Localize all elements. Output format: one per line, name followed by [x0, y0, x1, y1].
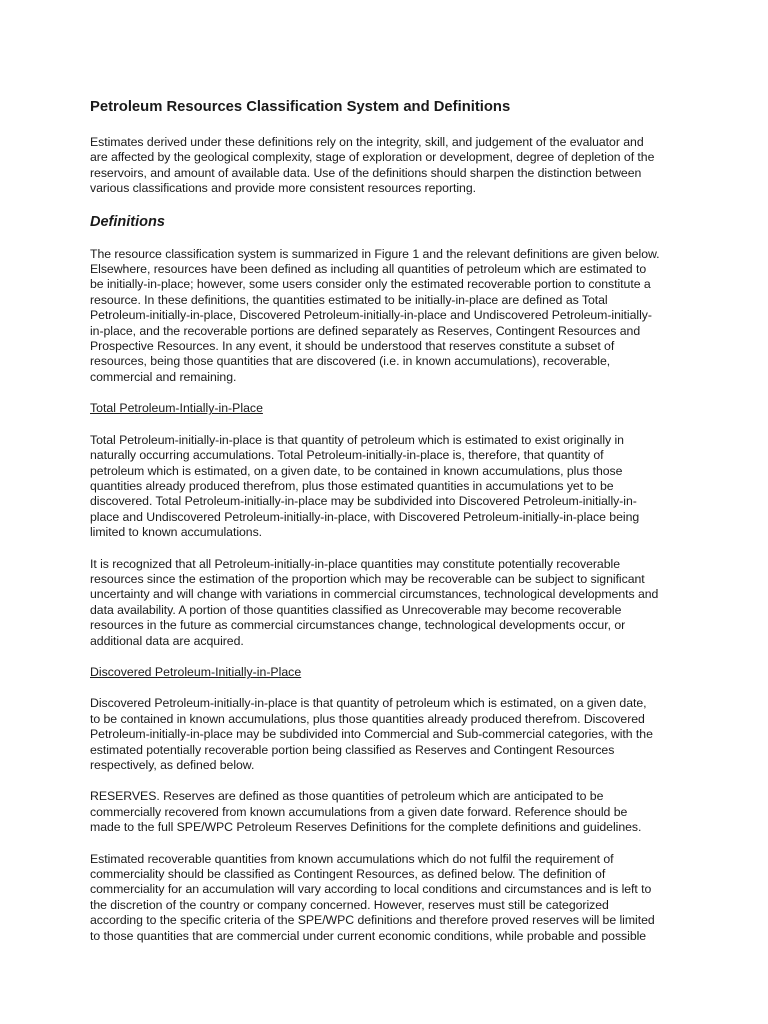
text-line: are affected by the geological complexity, stage of exploration or development, degree of depletion of the [90, 150, 655, 165]
text-line: Prospective Resources. In any event, it should be understood that reserves constitute a subset of [90, 339, 615, 354]
text-line: commercially recovered from known accumulations from a given date forward. Reference should be [90, 804, 628, 819]
text-line: petroleum which is estimated, on a given date, to be contained in known accumulations, plus those [90, 463, 623, 478]
text-line: resource. In these definitions, the quantities estimated to be initially-in-place are defined as Total [90, 292, 608, 307]
text-line: Total Petroleum-initially-in-place is that quantity of petroleum which is estimated to exist originally in [90, 432, 624, 447]
text-line: be initially-in-place; however, some users consider only the estimated recoverable portion to constitute a [90, 277, 651, 292]
text-line: to be contained in known accumulations, plus those quantities already produced therefrom. Discovered [90, 711, 645, 726]
text-line: commerciality should be classified as Contingent Resources, as defined below. The definition of [90, 867, 606, 882]
text-line: Elsewhere, resources have been defined as including all quantities of petroleum which are estimated to [90, 262, 647, 277]
text-line: resources in the future as commercial circumstances change, technological developments occur, or [90, 618, 626, 633]
text-line: commercial and remaining. [90, 369, 237, 384]
text-line: Petroleum-initially-in-place may be subdivided into Commercial and Sub-commercial categories, with the [90, 727, 653, 742]
text-line: Petroleum-initially-in-place, Discovered Petroleum-initially-in-place and Undiscovered Petroleum-initially- [90, 308, 652, 323]
text-line: in-place, and the recoverable portions are defined separately as Reserves, Contingent Resources and [90, 323, 641, 338]
discovered-petroleum-paragraph [90, 696, 682, 773]
text-line: various classifications and provide more consistent resources reporting. [90, 181, 476, 196]
text-line: respectively, as defined below. [90, 758, 255, 772]
text-line: additional data are acquired. [90, 633, 244, 648]
definitions-paragraph [90, 247, 682, 386]
total-petroleum-subheading: Total Petroleum-Intially-in-Place [90, 401, 263, 416]
discovered-petroleum-subheading: Discovered Petroleum-Initially-in-Place [90, 664, 302, 679]
text-line: Estimates derived under these definitions rely on the integrity, skill, and judgement of the evaluator and [90, 135, 644, 149]
document-content [90, 98, 682, 960]
text-line: estimated potentially recoverable portion being classified as Reserves and Contingent Resources [90, 742, 615, 757]
text-line: It is recognized that all Petroleum-initially-in-place quantities may constitute potentially recoverable [90, 556, 620, 571]
text-line: made to the full SPE/WPC Petroleum Reserves Definitions for the complete definitions and guidelines. [90, 820, 642, 835]
total-petroleum-paragraph-2 [90, 557, 682, 649]
estimated-recoverable-paragraph [90, 852, 682, 944]
text-line: quantities already produced therefrom, plus those estimated quantities in accumulations yet to be [90, 478, 614, 493]
text-line: The resource classification system is summarized in Figure 1 and the relevant definitions are given below. [90, 246, 660, 261]
text-line: place and Undiscovered Petroleum-initially-in-place, with Discovered Petroleum-initially-in-place being [90, 509, 640, 524]
definitions-heading: Definitions [90, 213, 165, 230]
text-line: the discretion of the country or company concerned. However, reserves must still be categorized [90, 897, 609, 912]
document-title: Petroleum Resources Classification System and Definitions [90, 99, 511, 115]
text-line: commerciality for an accumulation will vary according to local conditions and circumstances and is left to [90, 882, 652, 897]
total-petroleum-paragraph-1 [90, 433, 682, 541]
text-line: reservoirs, and amount of available data. Use of the definitions should sharpen the distinction between [90, 165, 642, 180]
intro-paragraph [90, 135, 682, 197]
text-line: naturally occurring accumulations. Total Petroleum-initially-in-place is, therefore, that quantity of [90, 448, 604, 463]
text-line: RESERVES. Reserves are defined as those quantities of petroleum which are anticipated to be [90, 789, 604, 804]
text-line: uncertainty and will change with variations in commercial circumstances, technological developments and [90, 587, 659, 602]
text-line: Estimated recoverable quantities from known accumulations which do not fulfil the requirement of [90, 851, 614, 866]
text-line: Discovered Petroleum-initially-in-place is that quantity of petroleum which is estimated, on a given date, [90, 696, 647, 711]
text-line: to those quantities that are commercial under current economic conditions, while probable and possible [90, 928, 647, 943]
reserves-paragraph [90, 789, 682, 835]
text-line: according to the specific criteria of the SPE/WPC definitions and therefore proved reserves will be limited [90, 913, 655, 928]
text-line: data availability. A portion of those quantities classified as Unrecoverable may become recoverable [90, 602, 622, 617]
text-line: resources since the estimation of the proportion which may be recoverable can be subject to significant [90, 571, 645, 586]
text-line: limited to known accumulations. [90, 525, 263, 540]
text-line: discovered. Total Petroleum-initially-in-place may be subdivided into Discovered Petroleum-initially-in- [90, 494, 637, 509]
text-line: resources, being those quantities that are discovered (i.e. in known accumulations), recoverable, [90, 354, 611, 369]
